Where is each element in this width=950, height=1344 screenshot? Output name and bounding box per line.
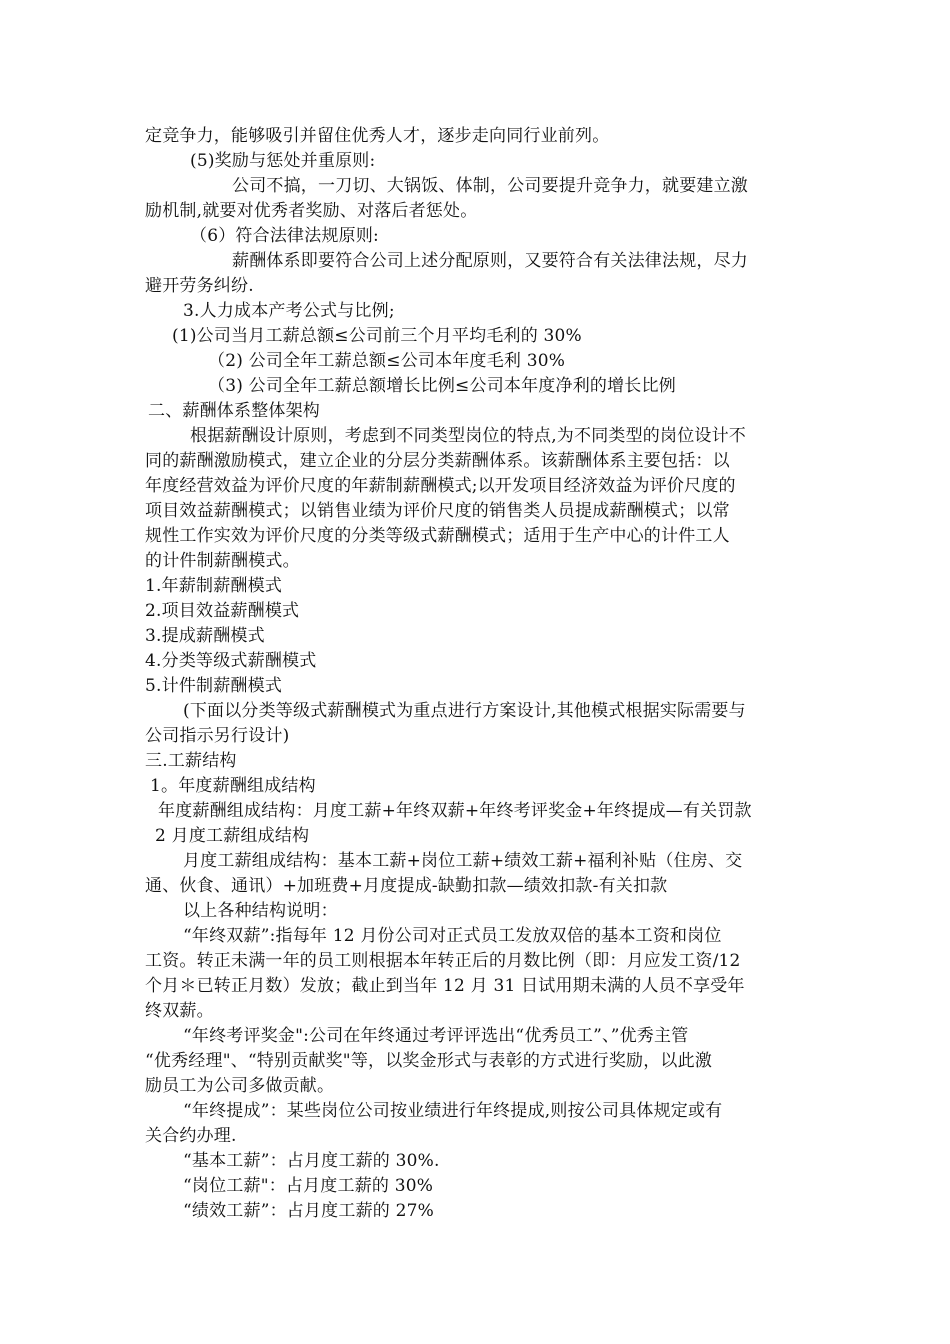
text-line: 年度薪酬组成结构：月度工薪+年终双薪+年终考评奖金+年终提成—有关罚款	[158, 801, 752, 821]
text-line: 根据薪酬设计原则，考虑到不同类型岗位的特点,为不同类型的岗位设计不	[190, 426, 747, 446]
text-line: “年终考评奖金":公司在年终通过考评评选出“优秀员工”、”优秀主管	[183, 1026, 689, 1046]
text-line: “年终提成”：某些岗位公司按业绩进行年终提成,则按公司具体规定或有	[183, 1101, 723, 1121]
text-line: “岗位工薪"：占月度工薪的 30%	[183, 1176, 434, 1196]
text-line: 工资。转正未满一年的员工则根据本年转正后的月数比例（即：月应发工资/12	[145, 951, 741, 971]
text-line: 定竞争力，能够吸引并留住优秀人才，逐步走向同行业前列。	[145, 126, 610, 146]
text-line: (1)公司当月工薪总额≤公司前三个月平均毛利的 30%	[172, 326, 582, 346]
section-heading: 二、薪酬体系整体架构	[148, 401, 320, 421]
text-line: （6）符合法律法规原则:	[190, 226, 379, 246]
text-line: 年度经营效益为评价尺度的年薪制薪酬模式;以开发项目经济效益为评价尺度的	[145, 476, 736, 496]
text-line: 月度工薪组成结构：基本工薪+岗位工薪+绩效工薪+福利补贴（住房、交	[183, 851, 743, 871]
subsection-heading: 1。年度薪酬组成结构	[150, 776, 316, 796]
text-line: 同的薪酬激励模式，建立企业的分层分类薪酬体系。该薪酬体系主要包括：以	[145, 451, 730, 471]
section-heading: 三.工薪结构	[145, 751, 237, 771]
text-line: “优秀经理"、“特别贡献奖"等，以奖金形式与表彰的方式进行奖励，以此激	[145, 1051, 713, 1071]
text-line: “年终双薪”:指每年 12 月份公司对正式员工发放双倍的基本工资和岗位	[183, 926, 722, 946]
list-item: 1.年薪制薪酬模式	[145, 576, 283, 596]
text-line: 规性工作实效为评价尺度的分类等级式薪酬模式；适用于生产中心的计件工人	[145, 526, 730, 546]
text-line: “绩效工薪”：占月度工薪的 27%	[183, 1201, 434, 1221]
subsection-heading: 2 月度工薪组成结构	[155, 826, 310, 846]
list-item: 5.计件制薪酬模式	[145, 676, 283, 696]
list-item: 3.提成薪酬模式	[145, 626, 265, 646]
text-line: 终双薪。	[145, 1001, 214, 1021]
text-line: （3) 公司全年工薪总额增长比例≤公司本年度净利的增长比例	[208, 376, 676, 396]
text-line: 关合约办理.	[145, 1126, 237, 1146]
text-line: 个月＊已转正月数）发放；截止到当年 12 月 31 日试用期未满的人员不享受年	[145, 976, 745, 996]
text-line: 公司指示另行设计)	[145, 726, 290, 746]
text-line: （2) 公司全年工薪总额≤公司本年度毛利 30%	[208, 351, 566, 371]
text-line: 通、伙食、通讯）+加班费+月度提成-缺勤扣款—绩效扣款-有关扣款	[145, 876, 668, 896]
text-line: (下面以分类等级式薪酬模式为重点进行方案设计,其他模式根据实际需要与	[183, 701, 746, 721]
text-line: 的计件制薪酬模式。	[145, 551, 300, 571]
text-line: (5)奖励与惩处并重原则:	[190, 151, 376, 171]
text-line: 避开劳务纠纷.	[145, 276, 254, 296]
text-line: 薪酬体系即要符合公司上述分配原则，又要符合有关法律法规，尽力	[232, 251, 748, 271]
text-line: 以上各种结构说明：	[183, 901, 338, 921]
text-line: “基本工薪”：占月度工薪的 30%.	[183, 1151, 440, 1171]
text-line: 公司不搞，一刀切、大锅饭、体制，公司要提升竞争力，就要建立激	[232, 176, 748, 196]
text-line: 项目效益薪酬模式；以销售业绩为评价尺度的销售类人员提成薪酬模式；以常	[145, 501, 730, 521]
text-line: 3.人力成本产考公式与比例;	[183, 301, 395, 321]
text-line: 励员工为公司多做贡献。	[145, 1076, 335, 1096]
list-item: 4.分类等级式薪酬模式	[145, 651, 317, 671]
list-item: 2.项目效益薪酬模式	[145, 601, 300, 621]
text-line: 励机制,就要对优秀者奖励、对落后者惩处。	[145, 201, 478, 221]
